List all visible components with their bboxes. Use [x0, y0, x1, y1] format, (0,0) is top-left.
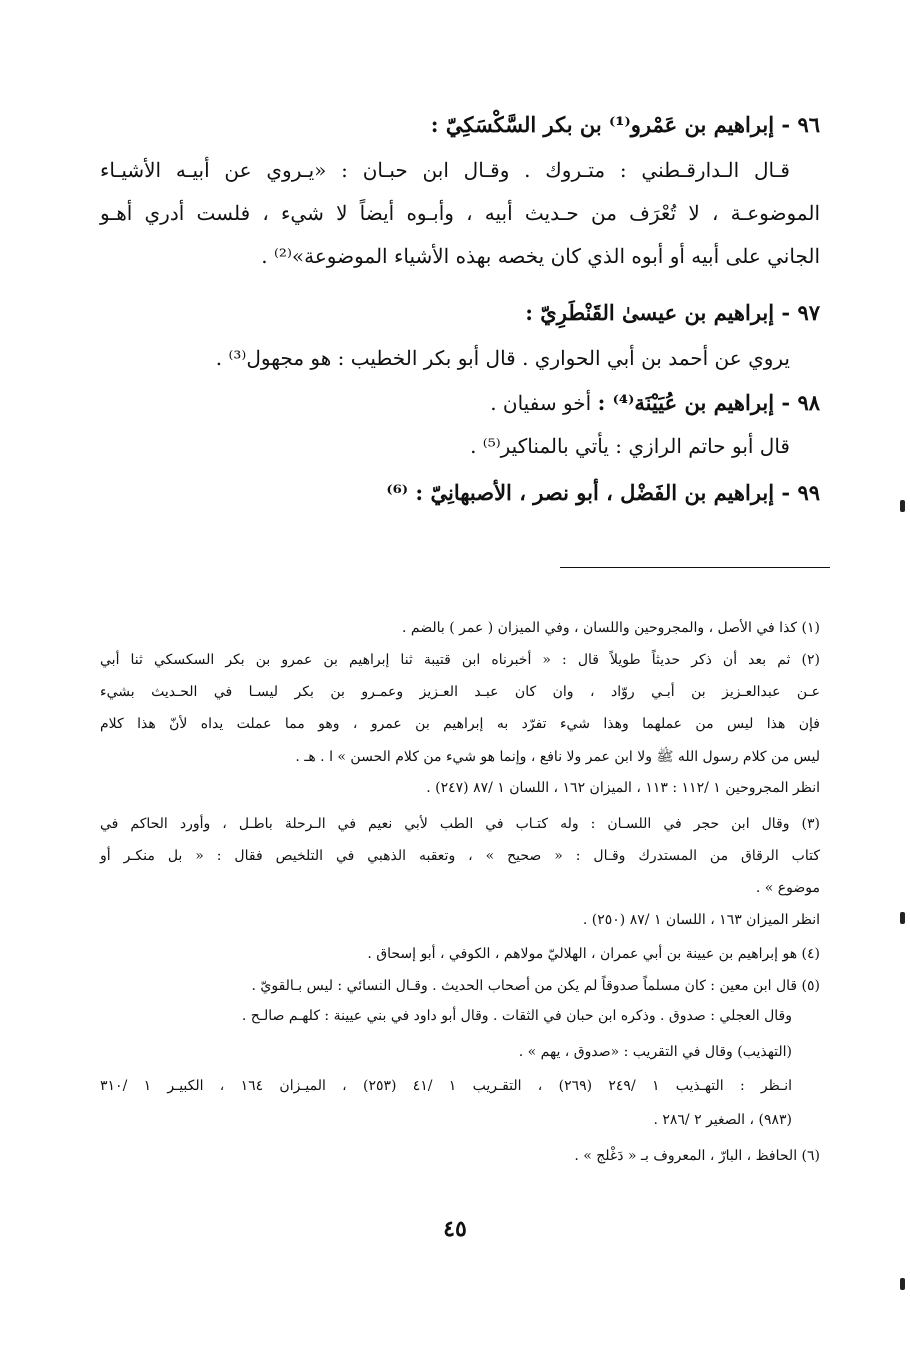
footnote-line: (٤) هو إبراهيم بن عيينة بن أبي عمران ، الهلاليّ مولاهم ، الكوفي ، أبو إسحاق .	[367, 946, 820, 962]
footnote-line: عـن عبدالعـزيز بن أبـي روّاد ، وان كان عبـد العـزيز وعمـرو بن بكر ليسـا في الحـديث بشيء	[100, 684, 820, 700]
footnote-line: (٩٨٣) ، الصغير ٢ /٢٨٦ .	[653, 1112, 792, 1128]
entry-98-text-line: قال أبو حاتم الرازي : يأتي بالمناكير⁽⁵⁾ .	[470, 434, 790, 458]
entry-96-heading: ٩٦ - إبراهيم بن عَمْرو⁽¹⁾ بن بكر السَّكْسَكِيّ :	[430, 112, 820, 137]
entry-97-text-line: يروي عن أحمد بن أبي الحواري . قال أبو بكر الخطيب : هو مجهول⁽³⁾ .	[215, 346, 790, 370]
footnote-line: انظر المجروحين ١ /١١٢ : ١١٣ ، الميزان ١٦٢ ، اللسان ١ /٨٧ (٢٤٧) .	[426, 780, 820, 796]
entry-96-text-line: الموضوعـة ، لا تُعْرَف من حـديث أبيه ، وأبـوه أيضاً لا شيء ، فلست أدري أهـو	[100, 201, 820, 225]
entry-97-heading: ٩٧ - إبراهيم بن عيسىٰ القَنْطَرِيّ :	[525, 300, 820, 325]
page-number: ٤٥	[443, 1216, 467, 1242]
entry-96-text-line: قـال الـدارقـطني : متـروك . وقـال ابن حبـان : «يـروي عن أبيـه الأشيـاء	[100, 158, 790, 182]
entry-98-heading: ٩٨ - إبراهيم بن عُيَيْنَة⁽⁴⁾ :	[597, 390, 820, 415]
footnote-separator	[560, 567, 830, 568]
footnote-line: وقال العجلي : صدوق . وذكره ابن حبان في الثقات . وقال أبو داود في بني عيينة : كلهـم صالـح .	[241, 1008, 792, 1024]
scan-mark	[900, 500, 905, 512]
footnote-line: (التهذيب) وقال في التقريب : «صدوق ، يهم » .	[518, 1044, 792, 1060]
footnote-line: (٣) وقال ابن حجر في اللسـان : وله كتـاب في الطب لأبي نعيم في الـرحلة باطـل ، وأورد الحاكم في	[100, 816, 820, 832]
footnote-line: انظر الميزان ١٦٣ ، اللسان ١ /٨٧ (٢٥٠) .	[582, 912, 820, 928]
footnote-line: فإن هذا ليس من عملهما وهذا شيء تفرّد به إبراهيم بن عمرو ، وهو مما عملت يداه لأنّ هذا كلام	[100, 716, 820, 732]
scan-mark	[900, 912, 905, 924]
footnote-line: كتاب الرقاق من المستدرك وقـال : « صحيح » ، وتعقبه الذهبي في التلخيص فقال : « بل منكـر أو	[100, 848, 820, 864]
footnote-line: ليس من كلام رسول الله ﷺ ولا ابن عمر ولا نافع ، وإنما هو شيء من كلام الحسن » ا . هـ .	[295, 749, 820, 765]
footnote-line: (٥) قال ابن معين : كان مسلماً صدوقاً لم يكن من أصحاب الحديث . وقـال النسائي : ليس بـالقويّ .	[251, 978, 820, 994]
scan-mark	[900, 1278, 905, 1290]
footnote-line: موضوع » .	[755, 880, 820, 896]
footnote-line: انـظر : التهـذيب ١ /٢٤٩ (٢٦٩) ، التقـريب ١ /٤١ (٢٥٣) ، الميـزان ١٦٤ ، الكبيـر ١ /٣١٠	[100, 1078, 793, 1094]
entry-99-heading: ٩٩ - إبراهيم بن الفَضْل ، أبو نصر ، الأصبهانِيّ : ⁽⁶⁾	[386, 480, 820, 505]
footnote-line: (٢) ثم بعد أن ذكر حديثاً طويلاً قال : « أخبرناه ابن قتيبة ثنا إبراهيم بن عمرو بن بكر السكسكي ثنا أبي	[100, 652, 820, 668]
footnote-line: (١) كذا في الأصل ، والمجروحين واللسان ، وفي الميزان ( عمر ) بالضم .	[401, 620, 820, 636]
footnote-line: (٦) الحافظ ، البارّ ، المعروف بـ « دَغْلج » .	[574, 1148, 820, 1164]
entry-98-heading-rest: أخو سفيان .	[490, 391, 598, 415]
entry-96-text-line: الجاني على أبيه أو أبوه الذي كان يخصه بهذه الأشياء الموضوعة»⁽²⁾ .	[261, 244, 820, 268]
entry-98-heading-line	[490, 390, 820, 415]
